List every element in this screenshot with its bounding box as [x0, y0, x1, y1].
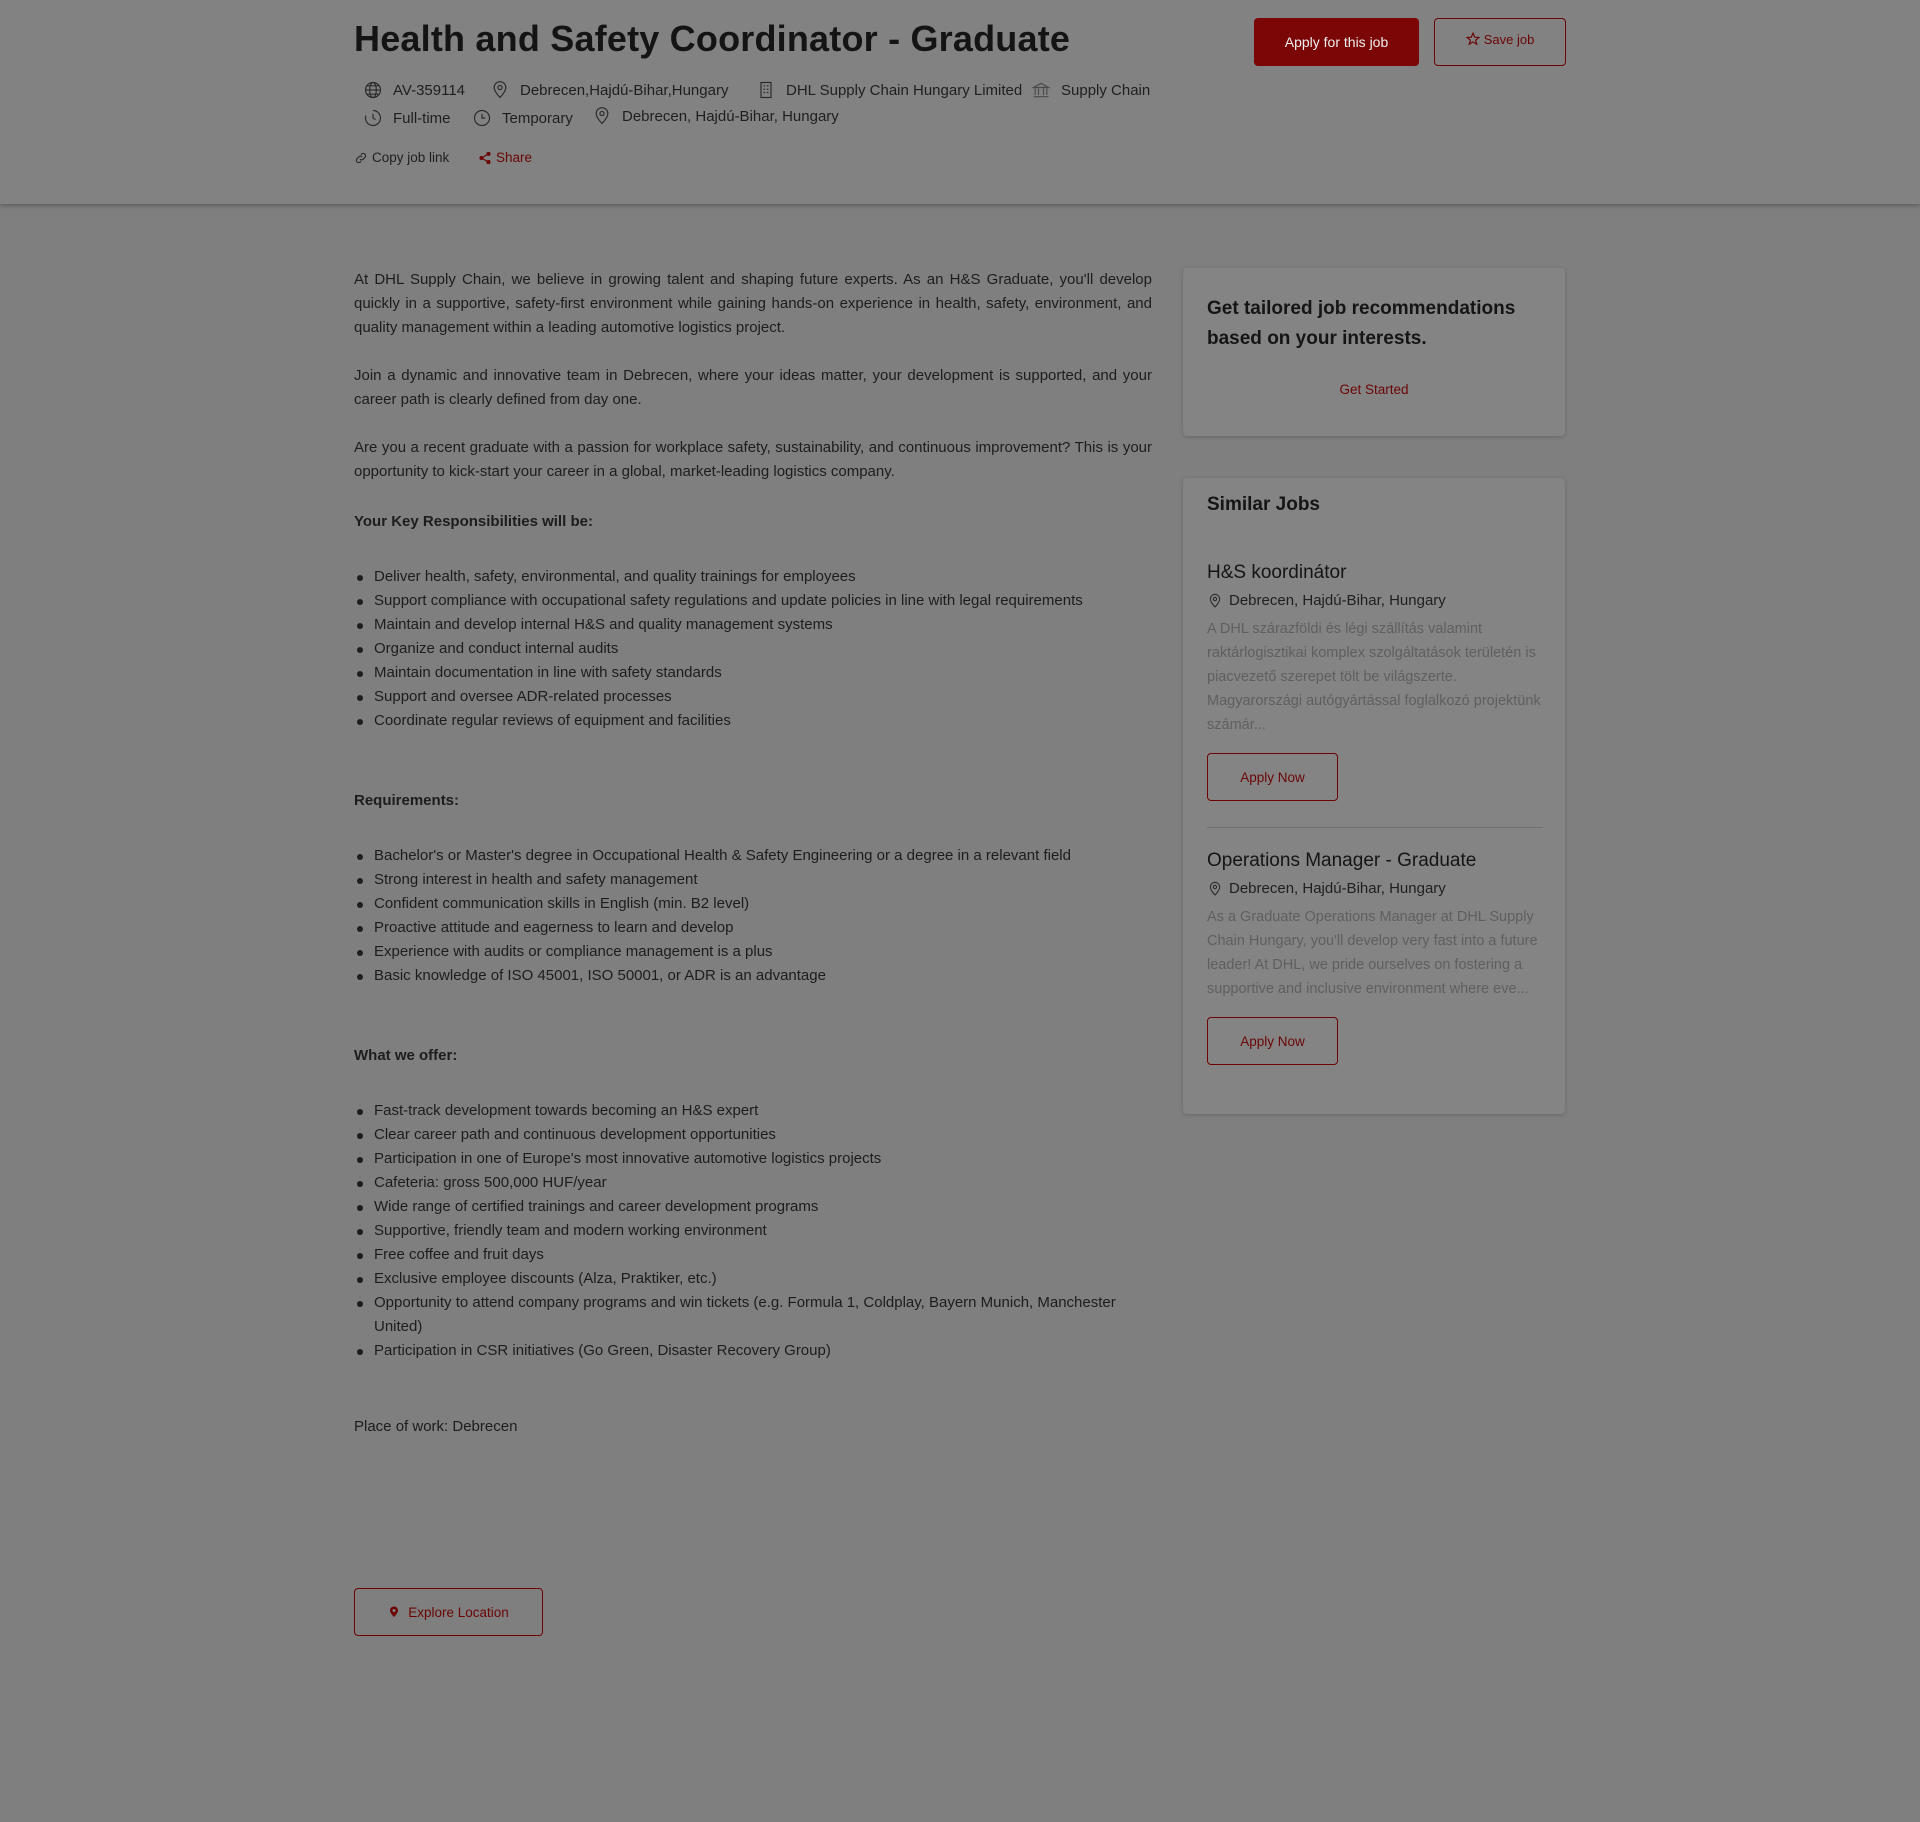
- similar-job-title[interactable]: Operations Manager - Graduate: [1207, 850, 1477, 871]
- list-item: Wide range of certified trainings and career development programs: [354, 1195, 1152, 1219]
- pin-icon: [1207, 881, 1223, 897]
- time-icon: [472, 108, 502, 128]
- similar-job-item: [1207, 850, 1543, 1065]
- employment-type-meta: [363, 108, 451, 128]
- job-description: [354, 268, 1152, 1463]
- get-started-link[interactable]: Get Started: [1339, 382, 1409, 397]
- similar-job-title[interactable]: H&S koordinátor: [1207, 562, 1347, 583]
- similar-job-location-text: Debrecen, Hajdú-Bihar, Hungary: [1229, 880, 1446, 897]
- apply-for-job-button[interactable]: Apply for this job: [1254, 18, 1419, 66]
- share-icon: [478, 151, 492, 165]
- location-full: Debrecen, Hajdú-Bihar, Hungary: [622, 107, 839, 125]
- offers-list: [354, 1099, 1152, 1363]
- intro-paragraph: Join a dynamic and innovative team in Debrecen, where your ideas matter, your development is supported, and your career path is clearly defined from day one.: [354, 367, 1152, 408]
- copy-job-link-label: Copy job link: [372, 150, 450, 165]
- division-meta: [1031, 80, 1150, 100]
- similar-job-description: A DHL szárazföldi és légi szállítás valamint raktárlogisztikai komplex szolgáltatások területén is piacvezető szerepet tölt be világszerte. Magyarországi autógyártással foglalkozó projektünk számár...: [1207, 621, 1541, 733]
- list-item: Support and oversee ADR-related processes: [354, 685, 1152, 709]
- similar-job-description: As a Graduate Operations Manager at DHL Supply Chain Hungary, you'll develop very fast into a future leader! At DHL, we pride ourselves on fostering a supportive and inclusive environment where eve...: [1207, 909, 1538, 997]
- divider: [1207, 827, 1543, 828]
- share-label: Share: [496, 150, 533, 165]
- list-item: Exclusive employee discounts (Alza, Praktiker, etc.): [354, 1267, 1152, 1291]
- list-item: Cafeteria: gross 500,000 HUF/year: [354, 1171, 1152, 1195]
- clock-icon: [363, 108, 393, 128]
- save-job-label: Save job: [1483, 31, 1535, 47]
- list-item: Clear career path and continuous development opportunities: [354, 1123, 1152, 1147]
- location-short-meta: [490, 80, 728, 100]
- list-item: Bachelor's or Master's degree in Occupational Health & Safety Engineering or a degree in a relevant field: [354, 844, 1152, 868]
- similar-jobs-title: Similar Jobs: [1207, 494, 1320, 515]
- pin-icon: [490, 80, 520, 100]
- explore-location-label: Explore Location: [408, 1604, 509, 1620]
- job-id: AV-359114: [393, 81, 466, 99]
- job-header: [0, 0, 1920, 204]
- list-item: Opportunity to attend company programs and win tickets (e.g. Formula 1, Coldplay, Bayern Munich, Manchester United): [354, 1291, 1152, 1339]
- division-name: Supply Chain: [1061, 81, 1151, 99]
- link-icon: [354, 151, 368, 165]
- company-name: DHL Supply Chain Hungary Limited: [786, 81, 1023, 99]
- pin-icon: [592, 106, 622, 126]
- responsibilities-list: [354, 565, 1152, 733]
- list-item: Deliver health, safety, environmental, and quality trainings for employees: [354, 565, 1152, 589]
- list-item: Strong interest in health and safety management: [354, 868, 1152, 892]
- list-item: Supportive, friendly team and modern working environment: [354, 1219, 1152, 1243]
- similar-job-location: [1207, 592, 1543, 609]
- list-item: Free coffee and fruit days: [354, 1243, 1152, 1267]
- similar-job-location-text: Debrecen, Hajdú-Bihar, Hungary: [1229, 592, 1446, 609]
- save-job-button[interactable]: [1434, 18, 1566, 66]
- intro-paragraph: At DHL Supply Chain, we believe in growing talent and shaping future experts. As an H&S Graduate, you'll develop quickly in a supportive, safety-first environment while gaining hands-on experience in health, safety, environment, and quality management within a leading automotive logistics project.: [354, 271, 1152, 336]
- contract-type: Temporary: [502, 109, 573, 127]
- list-item: Participation in CSR initiatives (Go Green, Disaster Recovery Group): [354, 1339, 1152, 1363]
- similar-job-item: [1207, 562, 1543, 801]
- recommendations-title: Get tailored job recommendations based on your interests.: [1207, 298, 1516, 349]
- map-pin-filled-icon: [388, 1605, 400, 1619]
- intro-paragraph: Are you a recent graduate with a passion for workplace safety, sustainability, and continuous improvement? This is your opportunity to kick-start your career in a global, market-leading logistics company.: [354, 439, 1152, 480]
- list-item: Maintain and develop internal H&S and quality management systems: [354, 613, 1152, 637]
- recommendations-card: [1183, 268, 1565, 436]
- apply-now-button[interactable]: Apply Now: [1207, 753, 1338, 801]
- contract-type-meta: [472, 108, 573, 128]
- share-link[interactable]: [478, 150, 532, 165]
- requirements-list: [354, 844, 1152, 988]
- list-item: Proactive attitude and eagerness to learn and develop: [354, 916, 1152, 940]
- list-item: Experience with audits or compliance management is a plus: [354, 940, 1152, 964]
- responsibilities-heading: Your Key Responsibilities will be:: [354, 513, 593, 530]
- list-item: Maintain documentation in line with safety standards: [354, 661, 1152, 685]
- list-item: Fast-track development towards becoming an H&S expert: [354, 1099, 1152, 1123]
- building-icon: [756, 80, 786, 100]
- list-item: Coordinate regular reviews of equipment and facilities: [354, 709, 1152, 733]
- copy-job-link[interactable]: [354, 150, 449, 165]
- employment-type: Full-time: [393, 109, 451, 127]
- list-item: Support compliance with occupational safety regulations and update policies in line with legal requirements: [354, 589, 1152, 613]
- apply-now-button[interactable]: Apply Now: [1207, 1017, 1338, 1065]
- bank-icon: [1031, 80, 1061, 100]
- explore-location-button[interactable]: [354, 1588, 543, 1636]
- company-meta: [756, 80, 1022, 100]
- pin-icon: [1207, 593, 1223, 609]
- list-item: Participation in one of Europe's most innovative automotive logistics projects: [354, 1147, 1152, 1171]
- similar-jobs-card: [1183, 478, 1565, 1114]
- place-of-work: Place of work: Debrecen: [354, 1418, 518, 1435]
- job-id-meta: [363, 80, 465, 100]
- job-title: Health and Safety Coordinator - Graduate: [354, 18, 1071, 59]
- offer-heading: What we offer:: [354, 1047, 458, 1064]
- list-item: Organize and conduct internal audits: [354, 637, 1152, 661]
- similar-job-location: [1207, 880, 1543, 897]
- location-short: Debrecen,Hajdú-Bihar,Hungary: [520, 81, 729, 99]
- star-icon: [1466, 32, 1480, 46]
- globe-icon: [363, 80, 393, 100]
- list-item: Basic knowledge of ISO 45001, ISO 50001, or ADR is an advantage: [354, 964, 1152, 988]
- requirements-heading: Requirements:: [354, 792, 460, 809]
- list-item: Confident communication skills in English (min. B2 level): [354, 892, 1152, 916]
- location-full-meta: [592, 106, 839, 126]
